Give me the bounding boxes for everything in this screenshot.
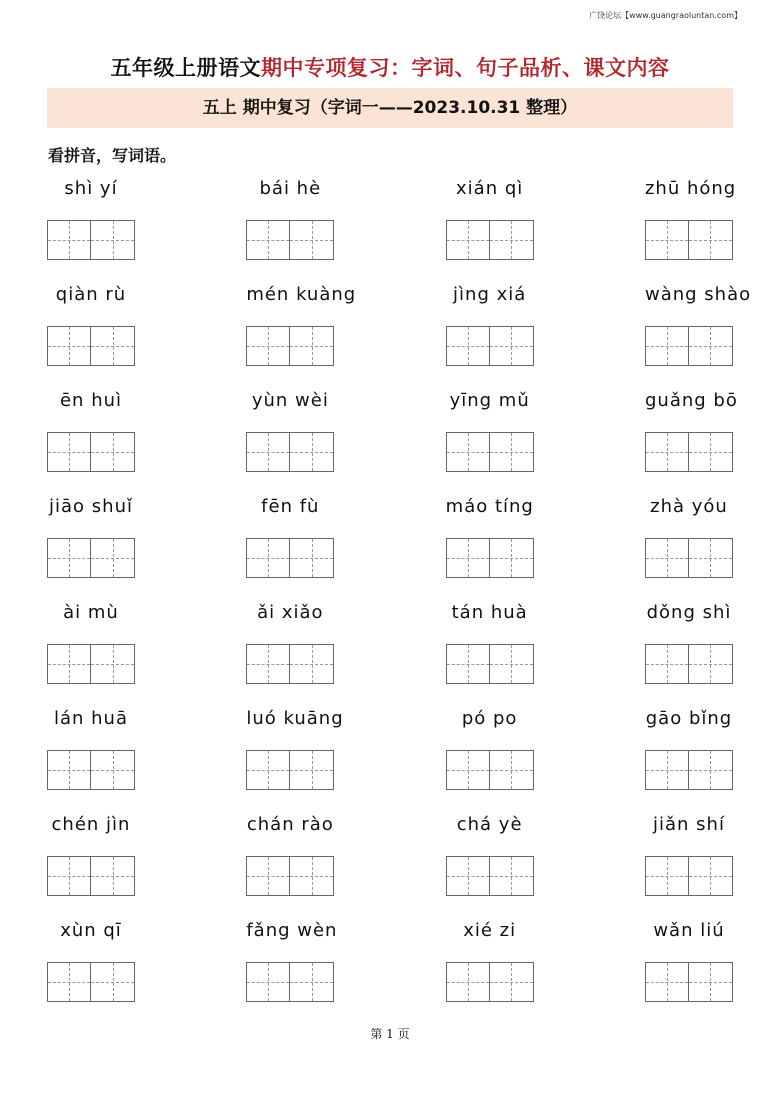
writing-boxes: [446, 750, 534, 790]
exercise-item: [645, 490, 733, 578]
pinyin-label: yīng mǔ: [449, 390, 530, 411]
tianzige-box[interactable]: [246, 326, 290, 366]
tianzige-box[interactable]: [490, 750, 534, 790]
tianzige-box[interactable]: [490, 432, 534, 472]
tianzige-box[interactable]: [91, 220, 135, 260]
pinyin-label: dǒng shì: [646, 602, 732, 623]
exercise-item: [246, 384, 334, 472]
tianzige-box[interactable]: [290, 432, 334, 472]
pinyin-label: wǎn liú: [653, 920, 725, 941]
writing-boxes: [246, 220, 334, 260]
tianzige-box[interactable]: [689, 220, 733, 260]
writing-boxes: [246, 962, 334, 1002]
pinyin-label: ài mù: [63, 602, 119, 623]
exercise-item: [47, 702, 135, 790]
tianzige-box[interactable]: [91, 750, 135, 790]
pinyin-label: guǎng bō: [644, 390, 738, 411]
tianzige-box[interactable]: [490, 856, 534, 896]
writing-boxes: [645, 856, 733, 896]
tianzige-box[interactable]: [290, 326, 334, 366]
tianzige-box[interactable]: [689, 538, 733, 578]
writing-boxes: [446, 220, 534, 260]
tianzige-box[interactable]: [645, 538, 689, 578]
tianzige-box[interactable]: [689, 962, 733, 1002]
tianzige-box[interactable]: [490, 538, 534, 578]
tianzige-box[interactable]: [290, 856, 334, 896]
pinyin-label: máo tíng: [445, 496, 534, 517]
tianzige-box[interactable]: [91, 856, 135, 896]
pinyin-label: zhà yóu: [650, 496, 728, 517]
writing-boxes: [47, 326, 135, 366]
pinyin-label: wàng shào: [644, 284, 752, 305]
tianzige-box[interactable]: [47, 220, 91, 260]
exercise-item: [47, 172, 135, 260]
pinyin-label: pó po: [461, 708, 518, 729]
pinyin-label: yùn wèi: [251, 390, 329, 411]
pinyin-label: mén kuàng: [246, 284, 357, 305]
writing-boxes: [446, 644, 534, 684]
writing-boxes: [446, 326, 534, 366]
writing-boxes: [645, 644, 733, 684]
tianzige-box[interactable]: [645, 220, 689, 260]
tianzige-box[interactable]: [689, 856, 733, 896]
tianzige-box[interactable]: [645, 326, 689, 366]
pinyin-label: gāo bǐng: [645, 708, 733, 729]
pinyin-label: shì yí: [64, 178, 118, 199]
exercise-item: [246, 808, 334, 896]
writing-boxes: [645, 326, 733, 366]
tianzige-box[interactable]: [91, 644, 135, 684]
page-title: [0, 52, 780, 82]
exercise-item: [446, 384, 534, 472]
exercise-item: [644, 172, 737, 260]
tianzige-box[interactable]: [689, 750, 733, 790]
exercise-item: [645, 914, 733, 1002]
exercise-item: [246, 914, 338, 1002]
exercise-item: [446, 914, 534, 1002]
tianzige-box[interactable]: [689, 432, 733, 472]
tianzige-box[interactable]: [446, 538, 490, 578]
tianzige-box[interactable]: [246, 644, 290, 684]
watermark: 广饶论坛【www.guangraoluntan.com】: [589, 11, 742, 20]
tianzige-box[interactable]: [290, 220, 334, 260]
pinyin-label: chán rào: [246, 814, 334, 835]
exercise-item: [246, 172, 334, 260]
tianzige-box[interactable]: [246, 856, 290, 896]
tianzige-box[interactable]: [490, 962, 534, 1002]
writing-boxes: [446, 432, 534, 472]
tianzige-box[interactable]: [47, 750, 91, 790]
writing-boxes: [246, 644, 334, 684]
tianzige-box[interactable]: [91, 962, 135, 1002]
writing-boxes: [645, 962, 733, 1002]
writing-boxes: [645, 220, 733, 260]
writing-boxes: [645, 432, 733, 472]
exercise-item: [446, 172, 534, 260]
page-number: 第 1 页: [370, 1027, 410, 1041]
exercise-item: [644, 384, 738, 472]
writing-boxes: [47, 750, 135, 790]
exercise-item: [446, 702, 534, 790]
tianzige-box[interactable]: [446, 856, 490, 896]
tianzige-box[interactable]: [645, 644, 689, 684]
pinyin-label: lán huā: [53, 708, 128, 729]
pinyin-label: qiàn rù: [55, 284, 127, 305]
tianzige-box[interactable]: [47, 326, 91, 366]
exercise-item: [645, 702, 733, 790]
pinyin-label: xián qì: [456, 178, 524, 199]
pinyin-label: fǎng wèn: [246, 920, 338, 941]
tianzige-box[interactable]: [689, 326, 733, 366]
writing-boxes: [645, 750, 733, 790]
tianzige-box[interactable]: [645, 856, 689, 896]
exercise-item: [47, 914, 135, 1002]
tianzige-box[interactable]: [446, 326, 490, 366]
exercise-instruction: 看拼音，写词语。: [48, 146, 177, 165]
pinyin-label: ēn huì: [59, 390, 123, 411]
pinyin-label: ǎi xiǎo: [257, 602, 324, 623]
tianzige-box[interactable]: [446, 962, 490, 1002]
exercise-item: [47, 490, 135, 578]
tianzige-box[interactable]: [246, 538, 290, 578]
pinyin-label: xùn qī: [60, 920, 122, 941]
tianzige-box[interactable]: [47, 432, 91, 472]
pinyin-label: zhū hóng: [644, 178, 737, 199]
tianzige-box[interactable]: [446, 432, 490, 472]
tianzige-box[interactable]: [490, 220, 534, 260]
exercise-item: [645, 808, 733, 896]
exercise-item: [446, 278, 534, 366]
tianzige-box[interactable]: [689, 644, 733, 684]
title-part-grade: 五年级上册语文: [110, 56, 261, 80]
pinyin-label: xié zi: [463, 920, 517, 941]
tianzige-box[interactable]: [446, 220, 490, 260]
writing-boxes: [246, 538, 334, 578]
writing-boxes: [446, 538, 534, 578]
pinyin-label: bái hè: [259, 178, 322, 199]
tianzige-box[interactable]: [645, 962, 689, 1002]
tianzige-box[interactable]: [246, 220, 290, 260]
pinyin-label: chá yè: [456, 814, 523, 835]
writing-boxes: [47, 538, 135, 578]
pinyin-label: jiāo shuǐ: [49, 496, 133, 517]
exercise-item: [644, 278, 752, 366]
tianzige-box[interactable]: [91, 538, 135, 578]
writing-boxes: [246, 432, 334, 472]
tianzige-box[interactable]: [446, 750, 490, 790]
tianzige-box[interactable]: [47, 538, 91, 578]
writing-boxes: [47, 432, 135, 472]
tianzige-box[interactable]: [290, 962, 334, 1002]
tianzige-box[interactable]: [446, 644, 490, 684]
tianzige-box[interactable]: [290, 750, 334, 790]
exercise-item: [446, 596, 534, 684]
tianzige-box[interactable]: [91, 432, 135, 472]
tianzige-box[interactable]: [47, 856, 91, 896]
exercise-item: [446, 490, 534, 578]
tianzige-box[interactable]: [645, 750, 689, 790]
writing-boxes: [446, 856, 534, 896]
tianzige-box[interactable]: [490, 644, 534, 684]
exercise-item: [246, 490, 334, 578]
exercise-item: [47, 596, 135, 684]
tianzige-box[interactable]: [645, 432, 689, 472]
tianzige-box[interactable]: [290, 644, 334, 684]
exercise-item: [47, 384, 135, 472]
pinyin-label: jìng xiá: [453, 284, 527, 305]
writing-boxes: [47, 220, 135, 260]
pinyin-exercise-grid: [47, 172, 752, 1002]
pinyin-label: luó kuāng: [246, 708, 344, 729]
tianzige-box[interactable]: [246, 432, 290, 472]
exercise-item: [246, 702, 344, 790]
writing-boxes: [446, 962, 534, 1002]
title-part-topic: 期中专项复习：字词、句子品析、课文内容: [261, 56, 670, 80]
section-banner: 五上 期中复习（字词一——2023.10.31 整理）: [47, 88, 733, 128]
tianzige-box[interactable]: [490, 326, 534, 366]
tianzige-box[interactable]: [246, 750, 290, 790]
writing-boxes: [47, 962, 135, 1002]
writing-boxes: [246, 856, 334, 896]
tianzige-box[interactable]: [290, 538, 334, 578]
writing-boxes: [645, 538, 733, 578]
pinyin-label: chén jìn: [51, 814, 131, 835]
pinyin-label: tán huà: [451, 602, 528, 623]
exercise-item: [446, 808, 534, 896]
pinyin-label: fēn fù: [261, 496, 320, 517]
writing-boxes: [246, 326, 334, 366]
writing-boxes: [47, 644, 135, 684]
tianzige-box[interactable]: [47, 644, 91, 684]
exercise-item: [246, 278, 357, 366]
exercise-item: [47, 278, 135, 366]
writing-boxes: [246, 750, 334, 790]
tianzige-box[interactable]: [91, 326, 135, 366]
exercise-item: [47, 808, 135, 896]
writing-boxes: [47, 856, 135, 896]
pinyin-label: jiǎn shí: [653, 814, 725, 835]
tianzige-box[interactable]: [47, 962, 91, 1002]
exercise-item: [645, 596, 733, 684]
tianzige-box[interactable]: [246, 962, 290, 1002]
exercise-item: [246, 596, 334, 684]
